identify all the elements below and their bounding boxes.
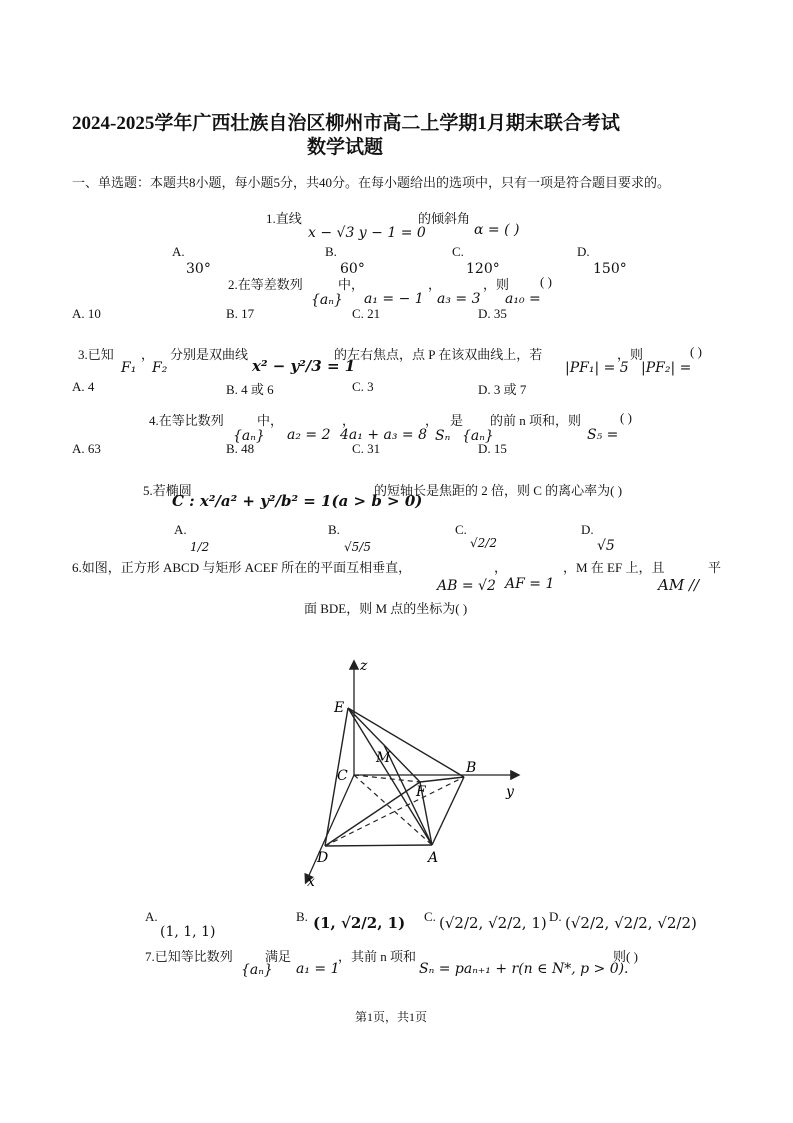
q3-option-b: B. 4 或 6 [226, 382, 274, 397]
q7-stem: ，其前 n 项和 [338, 949, 417, 964]
q3-stem: ，则 [617, 347, 644, 362]
q4-stem: 4.在等比数列 [149, 413, 224, 428]
q2-option-c: C. 21 [352, 306, 381, 321]
q4-stem: ， [342, 413, 356, 428]
q6-option-a: A. [145, 909, 158, 924]
q7-a1: a₁ = 1 [296, 961, 340, 977]
q3-option-d: D. 3 或 7 [478, 382, 527, 397]
q2-a1: a₁ = − 1 [364, 291, 424, 307]
label-a: A [428, 850, 439, 866]
q5-option-a: A. [174, 522, 187, 537]
q4-sequence: {aₙ} [233, 428, 265, 444]
q6-ab: AB = √2 [437, 578, 496, 594]
q6-value-a: (1, 1, 1) [160, 924, 216, 940]
q4-sequence-2: {aₙ} [462, 428, 494, 444]
q1-value-b: 60° [340, 261, 365, 277]
label-x: x [307, 874, 315, 890]
label-c: C [337, 768, 348, 784]
q5-stem: 5.若椭圆 [143, 483, 192, 498]
q5-value-a: 1/2 [190, 540, 210, 554]
q1-value-d: 150° [593, 261, 627, 277]
q1-stem: 的倾斜角 [418, 211, 471, 226]
q2-stem: ( ) [540, 274, 552, 289]
q7-stem: 7.已知等比数列 [145, 949, 233, 964]
q3-stem: ( ) [690, 344, 702, 359]
q3-option-a: A. 4 [72, 379, 95, 394]
section-heading: 一、单选题：本题共8小题，每小题5分，共40分。在每小题给出的选项中，只有一项是符合题目要求的。 [72, 175, 671, 190]
label-y: y [506, 784, 514, 800]
q2-option-a: A. 10 [72, 306, 101, 321]
q2-a10: a₁₀ = [505, 291, 541, 307]
q3-stem: ， [141, 347, 155, 362]
q2-stem: ， [428, 277, 442, 292]
q4-equation: 4a₁ + a₃ = 8 [340, 427, 427, 443]
cube-figure [290, 650, 530, 890]
label-m: M [376, 750, 391, 766]
q6-option-c: C. [424, 909, 436, 924]
q3-hyperbola: x² − y²/3 = 1 [252, 357, 356, 375]
q5-option-b: B. [328, 522, 340, 537]
q7-sequence: {aₙ} [241, 962, 273, 978]
q7-stem: 则( ) [613, 949, 638, 964]
q6-stem: ，M 在 EF 上，且 [563, 560, 665, 575]
page-title: 2024-2025学年广西壮族自治区柳州市高二上学期1月期末联合考试 [72, 113, 620, 134]
q4-stem: 中， [257, 413, 284, 428]
label-f: F [416, 784, 426, 800]
q5-ellipse: C : x²/a² + y²/b² = 1(a > b > 0) [172, 492, 423, 510]
q4-s5: S₅ = [587, 427, 619, 443]
q6-stem: 平 [708, 560, 722, 575]
q1-option-c: C. [452, 244, 464, 259]
q2-sequence: {aₙ} [311, 292, 343, 308]
q6-value-b: (1, √2/2, 1) [313, 914, 406, 932]
q7-sum-formula: Sₙ = paₙ₊₁ + r(n ∈ N*, p > 0). [419, 961, 629, 977]
label-d: D [317, 850, 329, 866]
q3-stem: 的左右焦点，点 P 在该双曲线上，若 [334, 347, 543, 362]
q6-option-b: B. [296, 909, 308, 924]
q7-stem: 满足 [265, 949, 292, 964]
q6-af: AF = 1 [505, 576, 555, 592]
q1-value-c: 120° [466, 261, 500, 277]
q1-alpha: α = ( ) [474, 222, 520, 238]
page-subtitle: 数学试题 [307, 137, 384, 158]
q5-value-c: √2/2 [470, 536, 497, 550]
q2-a3: a₃ = 3 [437, 291, 481, 307]
q3-stem: 3.已知 [78, 347, 114, 362]
label-e: E [334, 700, 345, 716]
q3-option-c: C. 3 [352, 379, 374, 394]
q6-value-c: (√2/2, √2/2, 1) [439, 914, 547, 932]
q4-option-d: D. 15 [478, 441, 507, 456]
q1-line-equation: x − √3 y − 1 = 0 [308, 225, 426, 241]
q5-option-d: D. [581, 522, 594, 537]
q2-option-b: B. 17 [226, 306, 255, 321]
q2-stem: ，则 [483, 277, 510, 292]
q4-a2: a₂ = 2 [287, 427, 331, 443]
q6-stem: 6.如图，正方形 ABCD 与矩形 ACEF 所在的平面互相垂直， [72, 560, 412, 575]
x-axis [306, 775, 354, 882]
q4-option-b: B. 48 [226, 441, 255, 456]
q1-value-a: 30° [186, 261, 211, 277]
q2-option-d: D. 35 [478, 306, 507, 321]
q5-value-d: √5 [597, 538, 615, 554]
q6-value-d: (√2/2, √2/2, √2/2) [565, 914, 697, 932]
q3-f1: F₁ [121, 360, 137, 376]
q4-option-c: C. 31 [352, 441, 381, 456]
q4-option-a: A. 63 [72, 441, 101, 456]
label-b: B [466, 760, 477, 776]
q3-pf2: |PF₂| = [641, 360, 692, 376]
q3-f2: F₂ [152, 360, 168, 376]
q1-stem: 1.直线 [266, 211, 302, 226]
q4-stem: ， [425, 413, 439, 428]
q4-stem: ( ) [620, 410, 632, 425]
q1-option-a: A. [172, 244, 185, 259]
q6-am: AM // [658, 576, 700, 594]
q6-stem: 面 BDE，则 M 点的坐标为( ) [304, 601, 468, 616]
q1-option-b: B. [325, 244, 337, 259]
page-footer: 第1页，共1页 [355, 1010, 428, 1024]
q4-stem: 是 [450, 413, 464, 428]
q6-stem: ， [494, 560, 508, 575]
label-z: z [360, 658, 368, 674]
q4-sn: Sₙ [435, 428, 451, 444]
q6-option-d: D. [549, 909, 562, 924]
q5-stem: 的短轴长是焦距的 2 倍，则 C 的离心率为( ) [374, 483, 623, 498]
q5-option-c: C. [455, 522, 467, 537]
q2-stem: 2.在等差数列 [228, 277, 303, 292]
q3-pf1: |PF₁| = 5 [565, 360, 629, 376]
q3-stem: 分别是双曲线 [170, 347, 249, 362]
q1-option-d: D. [577, 244, 590, 259]
q5-value-b: √5/5 [344, 540, 371, 554]
q2-stem: 中， [338, 277, 365, 292]
q4-stem: 的前 n 项和，则 [490, 413, 582, 428]
